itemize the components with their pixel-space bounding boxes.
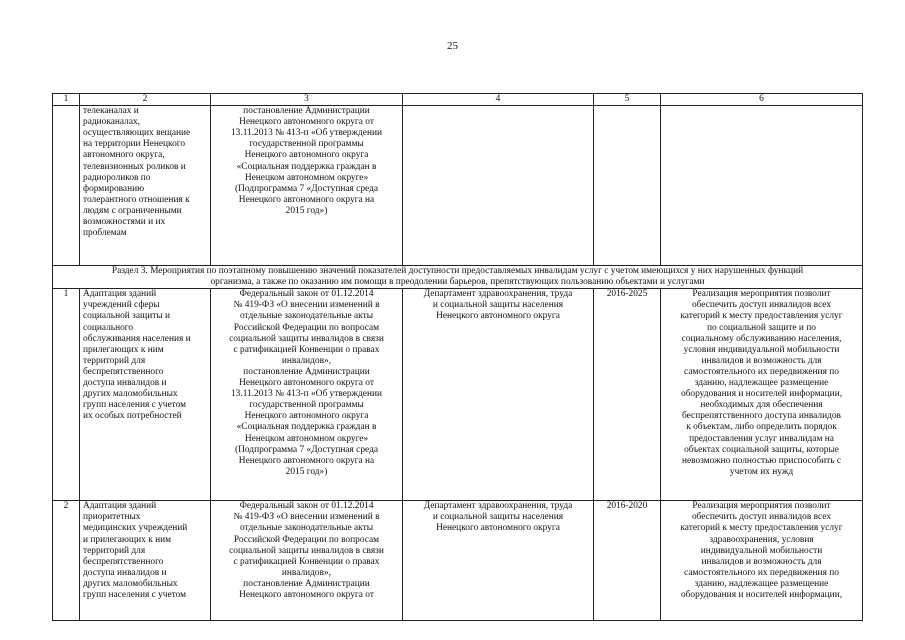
- period-cell: 2016-2020: [594, 501, 661, 621]
- expected-result-cell: [661, 106, 863, 266]
- cell-text-line: здравоохранения, условия: [709, 534, 814, 545]
- cell-text-line: инвалидов и возможность для: [701, 556, 822, 567]
- cell-text-line: Российской Федерации по вопросам: [233, 534, 380, 545]
- cell-text-line: прилегающих к ним: [83, 344, 164, 355]
- section-heading: [53, 266, 863, 289]
- cell-text-line: осуществляющих вещание: [83, 128, 191, 139]
- cell-text-line: Департамент здравоохранения, труда: [423, 289, 573, 300]
- cell-text-line: Ненецкого автономного округа на: [238, 194, 375, 205]
- cell-text-line: их особых потребностей: [83, 411, 182, 422]
- cell-text-line: возможностями и их: [83, 217, 166, 228]
- cell-text-line: Федеральный закон от 01.12.2014: [239, 289, 374, 300]
- cell-text-line: формированию: [83, 183, 145, 194]
- cell-text-line: Ненецкого автономного округа от: [239, 378, 374, 389]
- period-cell: [594, 106, 661, 266]
- cell-text-line: беспрепятственного доступа инвалидов: [682, 411, 841, 422]
- cell-text-line: других маломобильных: [83, 578, 178, 589]
- cell-text-line: категорий к месту предоставления услуг: [680, 523, 843, 534]
- cell-text-line: предоставления услуг инвалидам на: [689, 433, 834, 444]
- cell-text-line: Ненецкого автономного округа: [244, 411, 369, 422]
- cell-text-line: зданию, надлежащее размещение: [694, 378, 829, 389]
- cell-text-line: отдельные законодательные акты: [239, 311, 373, 322]
- cell-text-line: приоритетных: [83, 512, 141, 523]
- cell-text-line: на территории Ненецкого: [83, 139, 186, 150]
- cell-text-line: Ненецком автономном округе»: [244, 433, 369, 444]
- cell-text-line: № 419-ФЗ «О внесении изменений в: [233, 300, 380, 311]
- cell-text-line: Российской Федерации по вопросам: [233, 322, 380, 333]
- cell-text-line: проблемам: [83, 228, 127, 239]
- cell-text-line: радиороликов по: [83, 172, 151, 183]
- column-number-row: [53, 94, 863, 106]
- table-row: [53, 501, 863, 621]
- row-number-cell: 2: [53, 501, 80, 621]
- cell-text-line: толерантного отношения к: [83, 194, 190, 205]
- cell-text-line: учетом их нужд: [729, 466, 794, 477]
- cell-text-line: Ненецкого автономного округа на: [238, 455, 375, 466]
- cell-text-line: постановление Администрации: [243, 106, 370, 117]
- cell-text-line: Реализация мероприятия позволит: [692, 501, 831, 512]
- measure-cell: [80, 106, 211, 266]
- cell-text-line: постановление Администрации: [243, 366, 370, 377]
- measure-cell: [80, 501, 211, 621]
- cell-text-line: социальному обслуживанию населения,: [681, 333, 842, 344]
- cell-text-line: и прилегающих к ним: [83, 534, 172, 545]
- cell-text-line: социального: [83, 322, 134, 333]
- table-row: [53, 289, 863, 501]
- continuation-row: [53, 106, 863, 266]
- cell-text-line: зданию, надлежащее размещение: [694, 578, 829, 589]
- cell-text-line: инвалидов и возможность для: [701, 355, 822, 366]
- cell-text-line: социальной защиты инвалидов в связи: [229, 333, 384, 344]
- cell-text-line: «Социальная поддержка граждан в: [236, 422, 377, 433]
- cell-text-line: (Подпрограмма 7 «Доступная среда: [235, 444, 378, 455]
- cell-text-line: (Подпрограмма 7 «Доступная среда: [235, 183, 378, 194]
- cell-text-line: Ненецкого автономного округа от: [239, 590, 374, 601]
- row-number-cell: 1: [53, 289, 80, 501]
- cell-text-line: обеспечить доступ инвалидов всех: [691, 300, 832, 311]
- column-number-5: 5: [594, 94, 661, 106]
- cell-text-line: невозможно полностью приспособить с: [681, 455, 842, 466]
- column-number-6: 6: [661, 94, 863, 106]
- cell-text-line: № 419-ФЗ «О внесении изменений в: [233, 512, 380, 523]
- cell-text-line: обслуживания населения и: [83, 333, 191, 344]
- cell-text-line: других маломобильных: [83, 389, 178, 400]
- responsible-cell: [403, 106, 594, 266]
- cell-text-line: групп населения с учетом: [83, 400, 187, 411]
- cell-text-line: телевизионных роликов и: [83, 161, 186, 172]
- expected-result-cell: [661, 501, 863, 621]
- cell-text-line: необходимых для обеспечения: [700, 400, 823, 411]
- cell-text-line: отдельные законодательные акты: [239, 523, 373, 534]
- cell-text-line: учреждений сферы: [83, 300, 160, 311]
- cell-text-line: социальной защиты инвалидов в связи: [229, 545, 384, 556]
- cell-text-line: доступа инвалидов и: [83, 378, 167, 389]
- cell-text-line: медицинских учреждений: [83, 523, 188, 534]
- cell-text-line: категорий к месту предоставления услуг: [680, 311, 843, 322]
- cell-text-line: оборудования и носителей информации,: [680, 590, 843, 601]
- cell-text-line: с ратификацией Конвенции о правах: [233, 344, 380, 355]
- cell-text-line: по социальной защите и по: [707, 322, 816, 333]
- cell-text-line: Адаптация зданий: [83, 289, 157, 300]
- cell-text-line: Федеральный закон от 01.12.2014: [239, 501, 374, 512]
- cell-text-line: организма, а также по оказанию им помощи в преодолении барьеров, препятствующих пользованию объектами и услугами: [210, 277, 705, 288]
- cell-text-line: самостоятельного их передвижения по: [684, 366, 839, 377]
- cell-text-line: радиоканалах,: [83, 117, 141, 128]
- cell-text-line: беспрепятственного: [83, 366, 164, 377]
- cell-text-line: инвалидов»,: [281, 355, 332, 366]
- cell-text-line: индивидуальной мобильности: [700, 545, 823, 556]
- cell-text-line: обеспечить доступ инвалидов всех: [691, 512, 832, 523]
- measure-cell: [80, 289, 211, 501]
- cell-text-line: к объектам, либо определить порядок: [686, 422, 837, 433]
- cell-text-line: Реализация мероприятия позволит: [692, 289, 831, 300]
- cell-text-line: доступа инвалидов и: [83, 567, 167, 578]
- responsible-cell: [403, 289, 594, 501]
- cell-text-line: постановление Администрации: [243, 578, 370, 589]
- cell-text-line: и социальной защиты населения: [432, 512, 564, 523]
- cell-text-line: Ненецком автономном округе»: [244, 172, 369, 183]
- cell-text-line: объектах социальной защиты, которые: [684, 444, 839, 455]
- cell-text-line: 13.11.2013 № 413-п «Об утверждении: [230, 128, 383, 139]
- cell-text-line: Ненецкого автономного округа: [436, 523, 560, 534]
- column-number-2: 2: [80, 94, 211, 106]
- period-cell: 2016-2025: [594, 289, 661, 501]
- legal-basis-cell: [211, 501, 403, 621]
- legal-basis-cell: [211, 289, 403, 501]
- cell-text-line: инвалидов»,: [281, 567, 332, 578]
- cell-text-line: телеканалах и: [83, 106, 139, 117]
- measures-table: [52, 93, 863, 621]
- cell-text-line: самостоятельного их передвижения по: [684, 567, 839, 578]
- cell-text-line: государственной программы: [249, 139, 364, 150]
- section-row: [53, 266, 863, 289]
- cell-text-line: «Социальная поддержка граждан в: [236, 161, 377, 172]
- cell-text-line: 2015 год»): [285, 205, 328, 216]
- cell-text-line: автономного округа,: [83, 150, 165, 161]
- cell-text-line: Раздел 3. Мероприятия по поэтапному повышению значений показателей доступности предоставляемых инвалидам услуг с учетом имеющихся у них нарушенных функций: [111, 266, 804, 277]
- row-number-cell: [53, 106, 80, 266]
- cell-text-line: социальной защиты и: [83, 311, 171, 322]
- page-number: 25: [447, 40, 458, 52]
- cell-text-line: Ненецкого автономного округа от: [239, 117, 374, 128]
- legal-basis-cell: [211, 106, 403, 266]
- cell-text-line: государственной программы: [249, 400, 364, 411]
- cell-text-line: территорий для: [83, 355, 146, 366]
- cell-text-line: Департамент здравоохранения, труда: [423, 501, 573, 512]
- cell-text-line: 2015 год»): [285, 466, 328, 477]
- column-number-1: 1: [53, 94, 80, 106]
- column-number-3: 3: [211, 94, 403, 106]
- cell-text-line: оборудования и носителей информации,: [680, 389, 843, 400]
- cell-text-line: Ненецкого автономного округа: [244, 150, 369, 161]
- cell-text-line: групп населения с учетом: [83, 590, 187, 601]
- cell-text-line: беспрепятственного: [83, 556, 164, 567]
- responsible-cell: [403, 501, 594, 621]
- cell-text-line: условия индивидуальной мобильности: [683, 344, 840, 355]
- cell-text-line: и социальной защиты населения: [432, 300, 564, 311]
- cell-text-line: 13.11.2013 № 413-п «Об утверждении: [230, 389, 383, 400]
- cell-text-line: территорий для: [83, 545, 146, 556]
- column-number-4: 4: [403, 94, 594, 106]
- cell-text-line: Адаптация зданий: [83, 501, 157, 512]
- cell-text-line: Ненецкого автономного округа: [436, 311, 560, 322]
- expected-result-cell: [661, 289, 863, 501]
- cell-text-line: людям с ограниченными: [83, 205, 182, 216]
- cell-text-line: с ратификацией Конвенции о правах: [233, 556, 380, 567]
